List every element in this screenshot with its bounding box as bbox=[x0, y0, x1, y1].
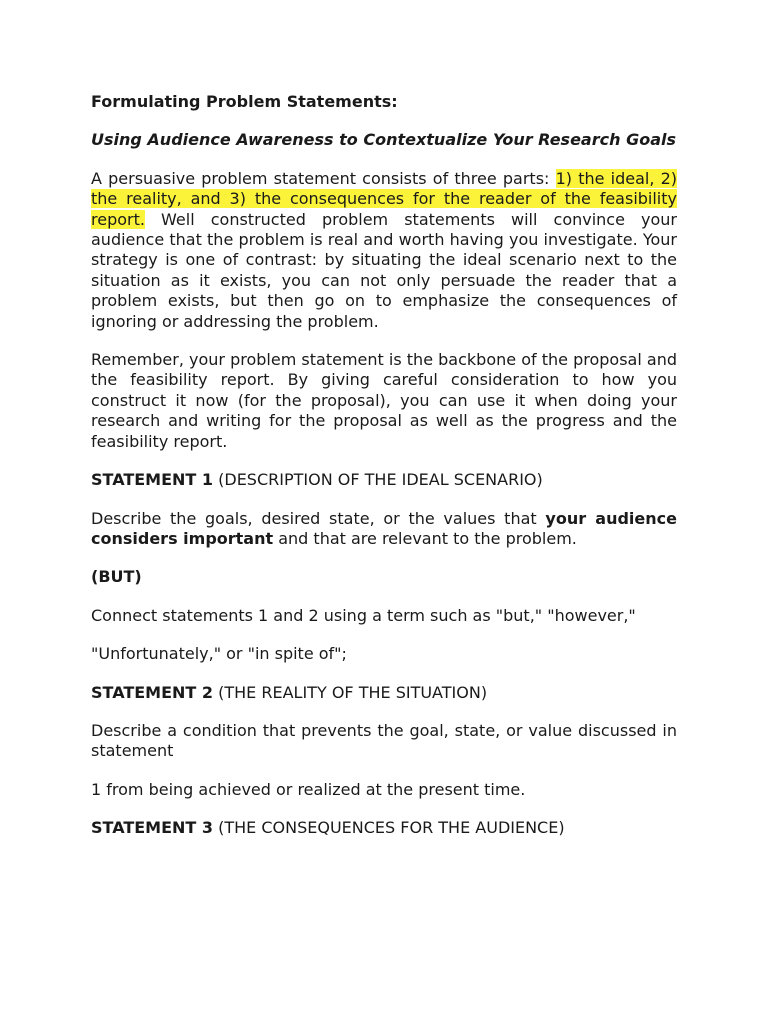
statement-2-body-1: Describe a condition that prevents the goal, state, or value discussed in statement bbox=[91, 720, 677, 761]
connect-line-1: Connect statements 1 and 2 using a term such as "but," "however," bbox=[91, 605, 636, 625]
but-label: (BUT) bbox=[91, 567, 142, 587]
remember-paragraph: Remember, your problem statement is the backbone of the proposal and the feasibility report. By giving careful consideration to how you construct it now (for the proposal), you can use it when doing your research and writing for the proposal as well as the progress and the feasibility report. bbox=[91, 350, 677, 451]
statement-1-body-c: and that are relevant to the problem. bbox=[273, 528, 577, 548]
statement-2-heading bbox=[91, 683, 677, 703]
statement-1-body bbox=[91, 509, 677, 550]
document-subtitle: Using Audience Awareness to Contextualize Your Research Goals bbox=[91, 130, 676, 150]
intro-lead: A persuasive problem statement consists of three parts: bbox=[91, 168, 556, 188]
statement-3-label: STATEMENT 3 bbox=[91, 818, 214, 838]
connect-line-2: "Unfortunately," or "in spite of"; bbox=[91, 644, 347, 664]
but-heading bbox=[91, 567, 677, 587]
document-title: Formulating Problem Statements: bbox=[91, 92, 398, 111]
statement-2-body-2: 1 from being achieved or realized at the present time. bbox=[91, 779, 526, 799]
intro-rest: Well constructed problem statements will convince your audience that the problem is real and worth having you investigate. Your strategy is one of contrast: by situating the ideal scenario next to the situation as it exists, you can not only persuade the reader that a problem exists, but then go on to emphasize the consequences of ignoring or addressing the problem. bbox=[91, 209, 677, 331]
intro-paragraph bbox=[91, 169, 677, 332]
statement-2-desc: (THE REALITY OF THE SITUATION) bbox=[213, 682, 488, 702]
statement-1-body-bold: your audience considers important bbox=[91, 508, 677, 548]
statement-3-heading bbox=[91, 818, 677, 838]
statement-3-desc: (THE CONSEQUENCES FOR THE AUDIENCE) bbox=[213, 818, 565, 838]
statement-1-heading bbox=[91, 470, 677, 490]
document-body bbox=[91, 92, 677, 857]
statement-1-label: STATEMENT 1 bbox=[91, 470, 214, 490]
highlighted-three-parts: 1) the ideal, 2) the reality, and 3) the consequences for the reader of the feasibility report. bbox=[91, 168, 678, 229]
statement-2-label: STATEMENT 2 bbox=[91, 682, 214, 702]
statement-1-desc: (DESCRIPTION OF THE IDEAL SCENARIO) bbox=[213, 470, 543, 490]
statement-1-body-a: Describe the goals, desired state, or the values that bbox=[91, 508, 546, 528]
